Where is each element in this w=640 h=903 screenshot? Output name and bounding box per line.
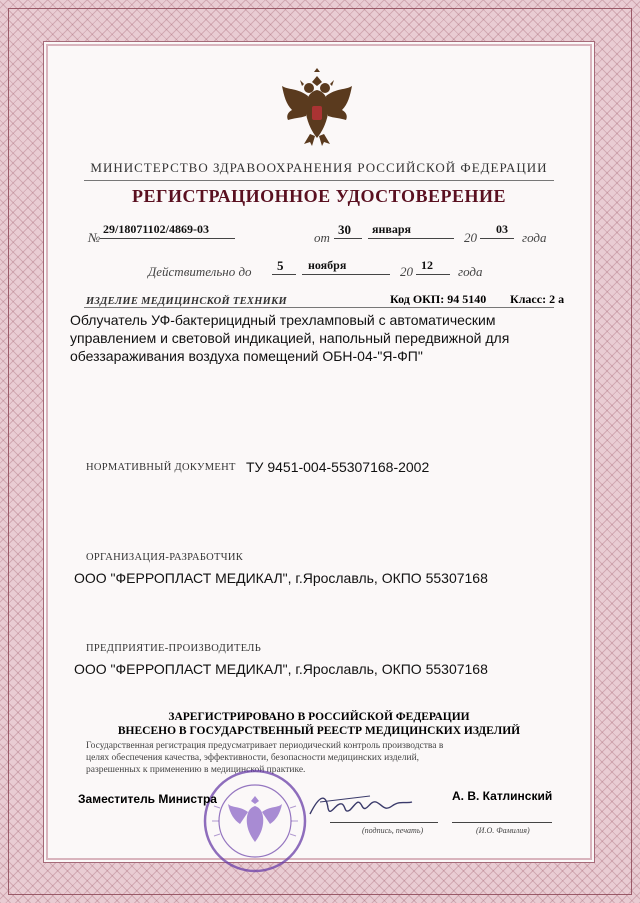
handwritten-signature-icon	[300, 784, 420, 824]
registered-line-2: ВНЕСЕНО В ГОСУДАРСТВЕННЫЙ РЕЕСТР МЕДИЦИНСКИХ ИЗДЕЛИЙ	[117, 725, 521, 737]
year-prefix: 20	[464, 230, 477, 245]
number-label: №	[88, 230, 101, 245]
underline	[452, 822, 552, 823]
year-label: года	[522, 230, 547, 245]
signatory-name: А. В. Катлинский	[452, 789, 553, 803]
valid-until-label: Действительно до	[148, 264, 252, 279]
signatory-position: Заместитель Министра	[78, 792, 217, 806]
registration-note-line-3: разрешенных к применению в медицинской практике.	[86, 765, 306, 775]
underline	[480, 238, 514, 239]
underline	[416, 274, 450, 275]
product-description-line-2: управлением и световой индикацией, напольный передвижной для	[70, 330, 510, 346]
name-caption: (И.О. Фамилия)	[476, 826, 530, 835]
manufacturer-label: ПРЕДПРИЯТИЕ-ПРОИЗВОДИТЕЛЬ	[86, 643, 262, 654]
developer-label: ОРГАНИЗАЦИЯ-РАЗРАБОТЧИК	[86, 552, 244, 563]
underline	[302, 274, 390, 275]
valid-year: 12	[421, 258, 433, 272]
manufacturer-value: ООО "ФЕРРОПЛАСТ МЕДИКАЛ", г.Ярославль, ОКПО 55307168	[74, 661, 488, 677]
underline	[272, 274, 296, 275]
underline	[368, 238, 454, 239]
registration-note-line-1: Государственная регистрация предусматривает периодический контроль производства в	[86, 741, 444, 751]
signature-caption: (подпись, печать)	[362, 826, 424, 835]
official-stamp-icon	[200, 766, 310, 876]
valid-year-label: года	[458, 264, 483, 279]
coat-of-arms-eagle-icon	[278, 66, 356, 148]
registration-number: 29/18071102/4869-03	[103, 222, 210, 236]
product-description-line-3: обеззараживания воздуха помещений ОБН-04-"Я-ФП"	[70, 348, 423, 364]
from-label: от	[314, 230, 330, 245]
normative-label: НОРМАТИВНЫЙ ДОКУМЕНТ	[86, 462, 236, 473]
divider	[84, 180, 554, 181]
underline	[330, 822, 438, 823]
developer-value: ООО "ФЕРРОПЛАСТ МЕДИКАЛ", г.Ярославль, ОКПО 55307168	[74, 570, 488, 586]
registration-note-line-2: целях обеспечения качества, эффективности, безопасности медицинских изделий,	[86, 753, 420, 763]
registered-line-1: ЗАРЕГИСТРИРОВАНО В РОССИЙСКОЙ ФЕДЕРАЦИИ	[168, 711, 470, 723]
product-description-line-1: Облучатель УФ-бактерицидный трехламповый с автоматическим	[70, 312, 496, 328]
underline	[334, 238, 362, 239]
underline	[100, 238, 235, 239]
divider	[84, 307, 554, 308]
device-class: Класс: 2 а	[510, 292, 565, 306]
document-title: РЕГИСТРАЦИОННОЕ УДОСТОВЕРЕНИЕ	[132, 186, 506, 206]
registration-year: 03	[496, 222, 508, 236]
okp-code: Код ОКП: 94 5140	[390, 292, 487, 306]
valid-month: ноября	[308, 258, 347, 272]
registration-day: 30	[338, 222, 351, 237]
valid-year-prefix: 20	[400, 264, 413, 279]
valid-day: 5	[277, 258, 284, 273]
normative-value: ТУ 9451-004-55307168-2002	[246, 459, 430, 475]
ministry-name: МИНИСТЕРСТВО ЗДРАВООХРАНЕНИЯ РОССИЙСКОЙ ФЕДЕРАЦИИ	[90, 160, 548, 175]
registration-month: января	[372, 222, 412, 236]
product-section-label: ИЗДЕЛИЕ МЕДИЦИНСКОЙ ТЕХНИКИ	[86, 296, 288, 307]
